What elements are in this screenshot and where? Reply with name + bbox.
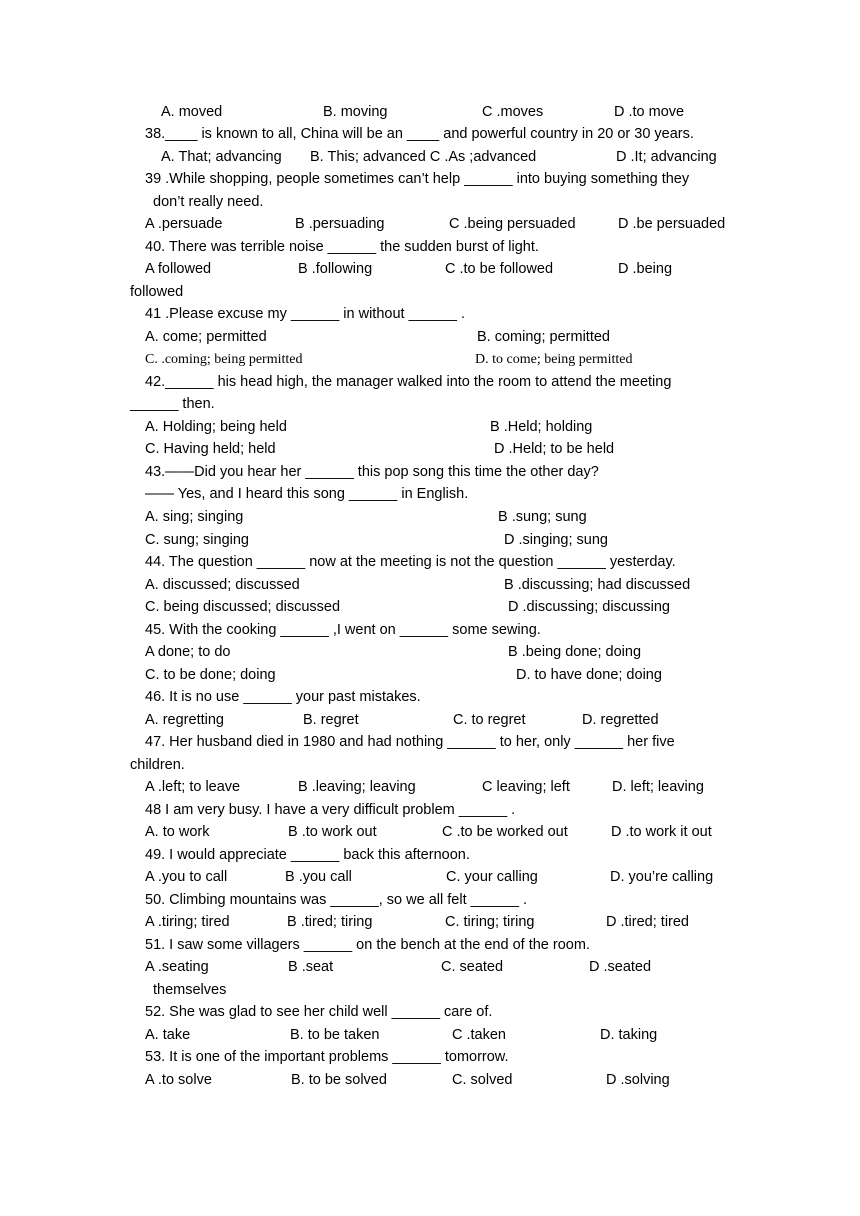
option-text: B .Held; holding [490,419,593,435]
option-text: D .solving [606,1072,670,1088]
option-text: B. to be solved [291,1072,387,1088]
option-text: A .seating [145,959,209,975]
question-text: don’t really need. [153,194,264,210]
option-text: D .seated [589,959,652,975]
option-text: D .singing; sung [504,532,608,548]
option-text: D .discussing; discussing [508,599,670,615]
option-text: A. regretting [145,712,224,728]
option-text: B. to be taken [290,1027,380,1043]
option-text: A. come; permitted [145,329,267,345]
option-text: D .to work it out [611,824,712,840]
option-text: A followed [145,261,212,277]
option-text: D .to move [614,104,685,120]
option-text: B .leaving; leaving [298,779,416,795]
option-text: D. taking [600,1027,658,1043]
option-text: themselves [153,982,227,998]
option-text: B .seat [288,959,334,975]
option-text: C. your calling [446,869,538,885]
option-text: B .discussing; had discussed [504,577,691,593]
option-text: C. to regret [453,712,526,728]
question-text: 48 I am very busy. I have a very difficult problem ______ . [145,802,516,818]
option-text: A done; to do [145,644,231,660]
option-text: B .being done; doing [508,644,642,660]
question-text: 39 .While shopping, people sometimes can’t help ______ into buying something they [145,171,690,187]
question-text: 38.____ is known to all, China will be an ____ and powerful country in 20 or 30 years. [145,126,694,142]
question-text: 49. I would appreciate ______ back this afternoon. [145,847,470,863]
option-text: B. coming; permitted [477,329,610,345]
option-text: C. being discussed; discussed [145,599,341,615]
option-text: D. to have done; doing [516,667,662,683]
option-text: A .to solve [145,1072,212,1088]
option-text: C. .coming; being permitted [145,352,303,367]
option-text: C. solved [452,1072,513,1088]
question-text: 43.——Did you hear her ______ this pop song this time the other day? [145,464,599,480]
question-text: ______ then. [130,396,215,412]
option-text: D. to come; being permitted [475,352,633,367]
question-text: 47. Her husband died in 1980 and had nothing ______ to her, only ______ her five [145,734,675,750]
option-text: A .left; to leave [145,779,241,795]
option-text: A. Holding; being held [145,419,287,435]
option-text: D .be persuaded [618,216,726,232]
option-text: A .persuade [145,216,223,232]
option-text: D. you’re calling [610,869,714,885]
option-text: C. sung; singing [145,532,249,548]
question-text: 42.______ his head high, the manager walked into the room to attend the meeting [145,374,672,390]
option-text: B .you call [285,869,352,885]
option-text: C. Having held; held [145,441,276,457]
option-text: B. regret [303,712,359,728]
option-text: B. This; advanced C .As ;advanced [310,149,537,165]
question-text: 51. I saw some villagers ______ on the bench at the end of the room. [145,937,590,953]
option-text: A. sing; singing [145,509,244,525]
option-text: D .being [618,261,673,277]
option-text: D. regretted [582,712,659,728]
option-text: B .sung; sung [498,509,587,525]
option-text: D .tired; tired [606,914,689,930]
option-text: D. left; leaving [612,779,704,795]
option-text: A. to work [145,824,210,840]
question-text: 44. The question ______ now at the meeting is not the question ______ yesterday. [145,554,676,570]
option-text: C. tiring; tiring [445,914,535,930]
option-text: C. seated [441,959,504,975]
option-text: A. discussed; discussed [145,577,300,593]
question-text: 45. With the cooking ______ ,I went on ______ some sewing. [145,622,541,638]
question-text: 41 .Please excuse my ______ in without ______ . [145,306,466,322]
option-text: followed [130,284,184,300]
option-text: B .to work out [288,824,377,840]
option-text: C .moves [482,104,544,120]
question-text: —— Yes, and I heard this song ______ in English. [145,486,469,502]
question-text: 50. Climbing mountains was ______, so we all felt ______ . [145,892,528,908]
question-text: 46. It is no use ______ your past mistakes. [145,689,421,705]
option-text: B .persuading [295,216,385,232]
option-text: A. take [145,1027,191,1043]
option-text: A. That; advancing [161,149,282,165]
option-text: B .tired; tiring [287,914,373,930]
question-text: 52. She was glad to see her child well ______ care of. [145,1004,493,1020]
option-text: C .taken [452,1027,506,1043]
question-text: 53. It is one of the important problems ______ tomorrow. [145,1049,509,1065]
option-text: C. to be done; doing [145,667,276,683]
option-text: A .you to call [145,869,228,885]
option-text: C .being persuaded [449,216,576,232]
option-text: B. moving [323,104,388,120]
question-text: 40. There was terrible noise ______ the sudden burst of light. [145,239,539,255]
option-text: C .to be worked out [442,824,568,840]
option-text: A. moved [161,104,223,120]
option-text: B .following [298,261,373,277]
option-text: A .tiring; tired [145,914,230,930]
option-text: D .It; advancing [616,149,717,165]
option-text: C .to be followed [445,261,554,277]
question-text: children. [130,757,185,773]
option-text: C leaving; left [482,779,570,795]
option-text: D .Held; to be held [494,441,615,457]
